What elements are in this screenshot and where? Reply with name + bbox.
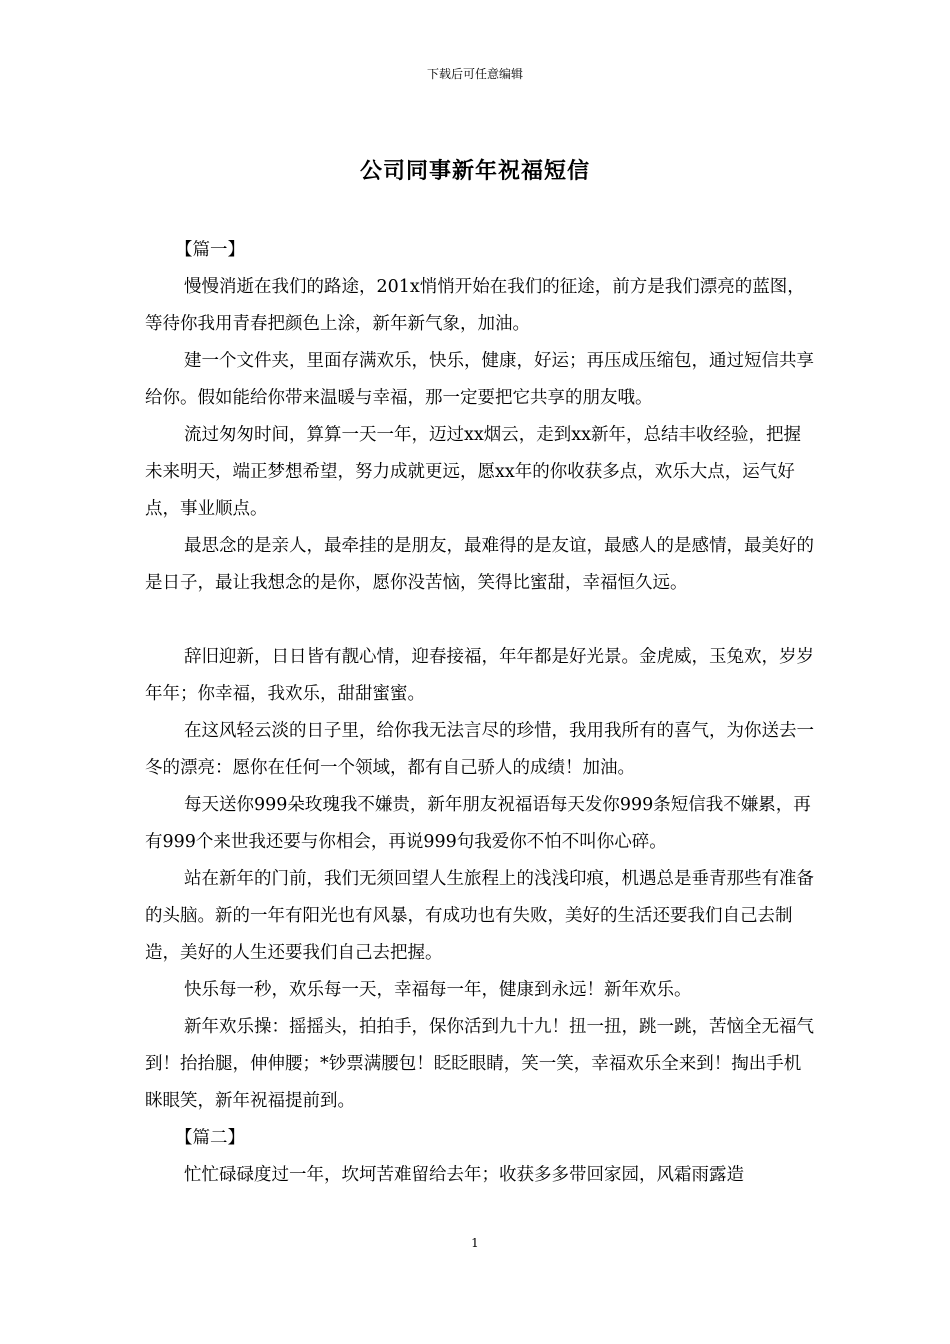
paragraph: 最思念的是亲人，最牵挂的是朋友，最难得的是友谊，最感人的是感情，最美好的是日子，最让我想念的是你，愿你没苦恼，笑得比蜜甜，幸福恒久远。 xyxy=(145,536,814,593)
paragraph: 在这风轻云淡的日子里，给你我无法言尽的珍惜，我用我所有的喜气，为你送去一冬的漂亮：愿你在任何一个领域，都有自己骄人的成绩！加油。 xyxy=(145,721,814,778)
page-number: 1 xyxy=(471,1236,479,1250)
paragraph: 每天送你999朵玫瑰我不嫌贵，新年朋友祝福语每天发你999条短信我不嫌累，再有999个来世我还要与你相会，再说999句我爱你不怕不叫你心碎。 xyxy=(145,795,811,852)
paragraph: 辞旧迎新，日日皆有靓心情，迎春接福，年年都是好光景。金虎威，玉兔欢，岁岁年年；你幸福，我欢乐，甜甜蜜蜜。 xyxy=(145,647,814,704)
document-body xyxy=(145,232,815,1194)
paragraph: 建一个文件夹，里面存满欢乐，快乐，健康，好运；再压成压缩包，通过短信共享给你。假如能给你带来温暖与幸福，那一定要把它共享的朋友哦。 xyxy=(145,351,814,408)
header-note: 下载后可任意编辑 xyxy=(426,67,523,81)
paragraph: 站在新年的门前，我们无须回望人生旅程上的浅浅印痕，机遇总是垂青那些有准备的头脑。新的一年有阳光也有风暴，有成功也有失败，美好的生活还要我们自己去制造，美好的人生还要我们自己去把握。 xyxy=(145,869,814,963)
paragraph: 快乐每一秒，欢乐每一天，幸福每一年，健康到永远！新年欢乐。 xyxy=(184,980,692,1000)
document-title: 公司同事新年祝福短信 xyxy=(359,158,590,184)
paragraph: 新年欢乐操：摇摇头，拍拍手，保你活到九十九！扭一扭，跳一跳，苦恼全无福气到！抬抬腿，伸伸腰；*钞票满腰包！眨眨眼睛，笑一笑，幸福欢乐全来到！掏出手机眯眼笑，新年祝福提前到。 xyxy=(145,1017,814,1111)
paragraph: 流过匆匆时间，算算一天一年，迈过xx烟云，走到xx新年，总结丰收经验，把握未来明天，端正梦想希望，努力成就更远，愿xx年的你收获多点，欢乐大点，运气好点，事业顺点。 xyxy=(145,425,801,519)
section-label-2: 【篇二】 xyxy=(175,1128,245,1148)
paragraph: 忙忙碌碌度过一年，坎坷苦难留给去年；收获多多带回家园，风霜雨露造 xyxy=(184,1165,744,1185)
paragraph: 慢慢消逝在我们的路途，201x悄悄开始在我们的征途，前方是我们漂亮的蓝图，等待你我用青春把颜色上涂，新年新气象，加油。 xyxy=(145,277,805,334)
section-label-1: 【篇一】 xyxy=(175,240,245,260)
